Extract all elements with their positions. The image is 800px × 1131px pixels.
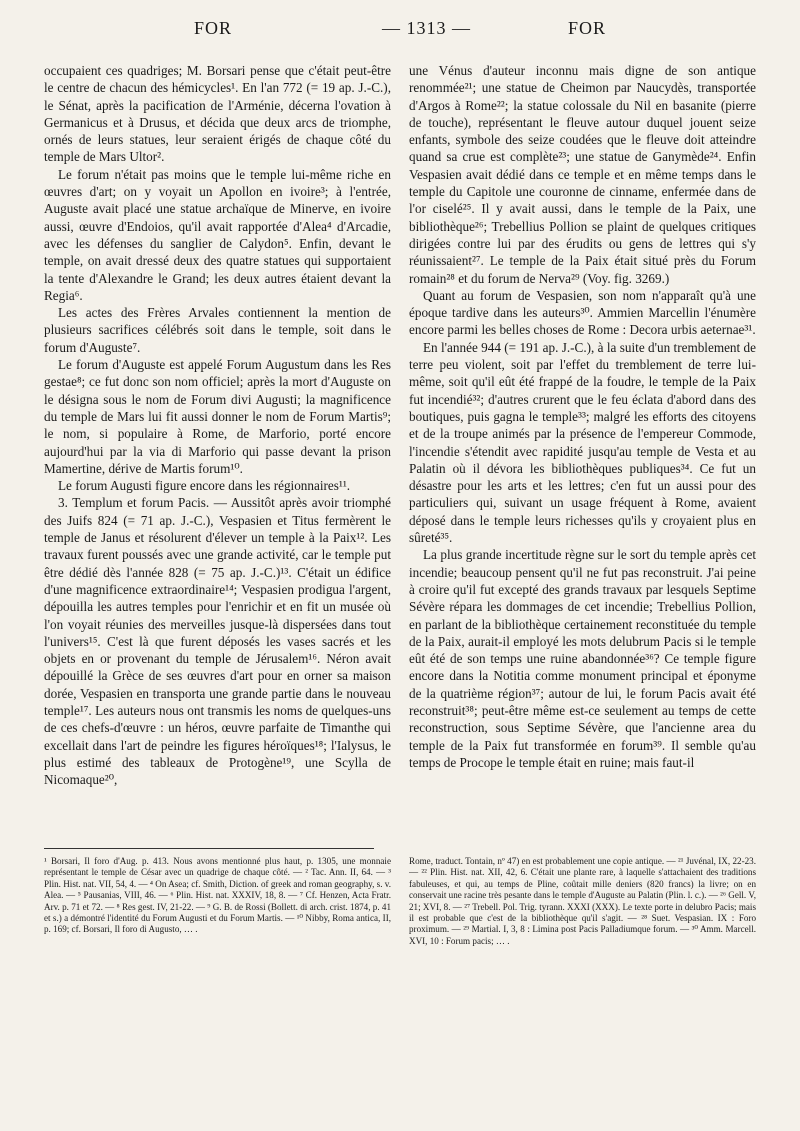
right-column <box>409 62 756 842</box>
header-right-word: FOR <box>567 18 606 38</box>
paragraph: Quant au forum de Vespasien, son nom n'apparaît qu'à une époque tardive dans les auteurs³⁰. Ammien Marcellin l'énumère encore parmi les belles choses de Rome : Decora urbis aeternae³¹. <box>409 287 756 338</box>
footnote-divider <box>44 848 374 849</box>
page-number: — 1313 — <box>382 18 471 38</box>
paragraph: occupaient ces quadriges; M. Borsari pense que c'était peut-être le centre de chacun des hémicycles¹. En l'an 772 (= 19 ap. J.-C.), le Sénat, après la pacification de l'Arménie, décerna l'ovation à Germanicus et à Drusus, et décida que deux arcs de triomphe, ornés de leurs statues, leur seraient érigés de chaque côté du temple de Mars Ultor². <box>44 63 391 165</box>
footnotes <box>44 856 756 1121</box>
paragraph: Le forum d'Auguste est appelé Forum Augustum dans les Res gestae⁸; ce fut donc son nom officiel; après la mort d'Auguste on le désigna sous le nom de Forum divi Augusti; la magnificence du temple de Mars lui fit aussi donner le nom de Forum Martis⁹; le nom, si populaire à Rome, de Marforio, porté encore aujourd'hui par la via di Marforio qui passe devant la prison Mamertine, dérive de Martis forum¹⁰. <box>44 357 391 476</box>
running-head <box>44 18 756 44</box>
paragraph: Le forum n'était pas moins que le temple lui-même riche en œuvres d'art; on y voyait un Apollon en ivoire³; à l'entrée, Auguste avait placé une statue archaïque de Minerve, en ivoire aussi, œuvre d'Endoios, qu'il avait rapportée d'Alea⁴ d'Arcadie, avec les défenses du sanglier de Calydon⁵. Enfin, devant le temple, on avait dressé deux des quatre statues qui supportaient la tente d'Alexandre le Grand; les deux autres étaient devant la Regia⁶. <box>44 166 391 303</box>
paragraph: 3. Templum et forum Pacis. — Aussitôt après avoir triomphé des Juifs 824 (= 71 ap. J.-C.), Vespasien et Titus fermèrent le temple de Janus et résolurent d'élever un temple à la Paix¹². Les travaux furent poussés avec une grande activité, car le temple put être dédié dès l'année 828 (= 75 ap. J.-C.)¹³. C'était un édifice d'une magnificence extraordinaire¹⁴; Vespasien prodigua l'argent, dépouilla les autres temples pour l'enrichir et en fit un musée où l'on voyait réunies des merveilles jusque-là dispersées dans tout l'univers¹⁵. C'est là que furent déposés les vases sacrés et les objets en or provenant du temple de Jérusalem¹⁶. Néron avait dépouillé la Grèce de ses œuvres d'art pour en orner sa maison dorée, Vespasien en transporta une grande partie dans le nouveau temple¹⁷. Les auteurs nous ont transmis les noms de quelques-uns de ces chefs-d'œuvre : un héros, œuvre parfaite de Timanthe qui excellait dans l'art de peindre les figures héroïques¹⁸; l'Ialysus, le plus estimé des tableaux de Protogène¹⁹, une Scylla de Nicomaque²⁰, <box>44 495 391 788</box>
paragraph: Le forum Augusti figure encore dans les régionnaires¹¹. <box>58 478 351 494</box>
footnotes-right-column <box>409 856 756 1121</box>
body-columns <box>44 62 756 842</box>
footnote-block: Rome, traduct. Tontain, nº 47) en est probablement une copie antique. — ²¹ Juvénal, IX, 22-23. — ²² Plin. Hist. nat. XII, 42, 6. C'était une plante rare, à laquelle s'attachaient des traditions fabuleuses, et qui, au temps de Pline, coûtait mille deniers (820 francs) la livre; on en conservait une racine très pesante dans le temple d'Auguste au Palatin (Plin. l. c.). — ²⁶ Gell. V, 21; XVI, 8. — ²⁷ Trebell. Pol. Trig. tyrann. XXXI (XXX). Le texte porte in delubro Pacis; mais il est probable que c'est de la bibliothèque qu'il s'agit. — ²⁸ Suet. Vespasian. IX : Foro proximum. — ²⁹ Martial. I, 3, 8 : Limina post Pacis Palladiumque forum. — ³⁰ Amm. Marcell. XVI, 10 : Forum pacis; … . <box>409 856 756 946</box>
paragraph: Les actes des Frères Arvales contiennent la mention de plusieurs sacrifices célébrés soit dans le temple, soit dans le forum d'Auguste⁷. <box>44 305 391 355</box>
footnotes-left-column <box>44 856 391 1121</box>
footnote-block: ¹ Borsari, Il foro d'Aug. p. 413. Nous avons mentionné plus haut, p. 1305, une monnaie représentant le temple de César avec un quadrige de chaque côté. — ² Tac. Ann. II, 64. — ³ Plin. Hist. nat. VII, 54, 4. — ⁴ On Asea; cf. Smith, Diction. of greek and roman geography, s. v. Alea. — ⁵ Pausanias, VIII, 46. — ⁶ Plin. Hist. nat. XXXIV, 18, 8. — ⁷ Cf. Henzen, Acta Fratr. Arv. p. 71 et 72. — ⁸ Res gest. IV, 21-22. — ⁹ G. B. de Rossi (Bollett. di arch. crist. 1874, p. 41 et s.) a démontré l'identité du Forum Augusti et du Forum Martis. — ¹⁰ Nibby, Roma antica, II, p. 169; cf. Borsari, Il foro di Augusto, … . <box>44 856 391 935</box>
paragraph: La plus grande incertitude règne sur le sort du temple après cet incendie; beaucoup pensent qu'il ne fut pas reconstruit. J'ai peine à croire qu'il fut excepté des grands travaux par lesquels Septime Sévère répara les dommages de cet incendie; Trebellius Pollion, en parlant de la bibliothèque certainement reconstituée du temple de la Paix, aurait-il employé les mots delubrum Pacis si le temple eût été de son temps une ruine abandonnée³⁶? Ce temple figure encore dans la Notitia comme monument principal et éponyme de la quatrième région³⁷; autour de lui, le forum Pacis avait été reconstruit³⁸; peut-être même est-ce seulement au temps de cette reconstruction, sous Septime Sévère, que l'ancienne area du temple de la Paix fut transformée en forum³⁹. Il semble qu'au temps de Procope le temple était en ruine; mais faut-il <box>409 547 756 770</box>
paragraph: En l'année 944 (= 191 ap. J.-C.), à la suite d'un tremblement de terre peu violent, soit par l'effet du tremblement de terre lui-même, soit qu'il eût été frappé de la foudre, le temple de la Paix fut incendié³²; d'autres crurent que le feu éclata d'abord dans des boutiques, puis gagna le temple³³; malgré les efforts des citoyens et de la troupe animés par la présence de l'empereur Commode, l'incendie s'étendit avec rapidité jusqu'au temple de Vesta et au Palatin où il dévora les bibliothèques publiques³⁴. Ce fut un désastre pour les arts et les lettres; c'en fut un aussi pour des particuliers qui, suivant un usage fréquent à Rome, avaient déposé dans le temple leurs richesses qu'ils y croyaient plus en sûreté³⁵. <box>409 339 756 546</box>
left-column <box>44 62 391 842</box>
paragraph: une Vénus d'auteur inconnu mais digne de son antique renommée²¹; une statue de Cheimon par Naucydès, transportée d'Argos à Rome²²; la statue colossale du Nil en basanite (pierre de touche), représentant le fleuve autour duquel jouent seize enfants, symbole des seize coudées que le fleuve doit atteindre quand sa crue est complète²³; une statue de Ganymède²⁴. Enfin Vespasien avait dédié dans ce temple et en même temps dans le temple du Capitole une couronne de cinname, enfermée dans de l'or ciselé²⁵. Il y avait aussi, dans le temple de la Paix, une bibliothèque²⁶; Trebellius Pollion se plaint de quelques critiques dirigées contre lui par des érudits ou gens de lettres qui s'y réunissaient²⁷. Le temple de la Paix était situé près du Forum romain²⁸ et du forum de Nerva²⁹ (Voy. fig. 3269.) <box>409 63 756 286</box>
header-left-word: FOR <box>194 18 233 38</box>
